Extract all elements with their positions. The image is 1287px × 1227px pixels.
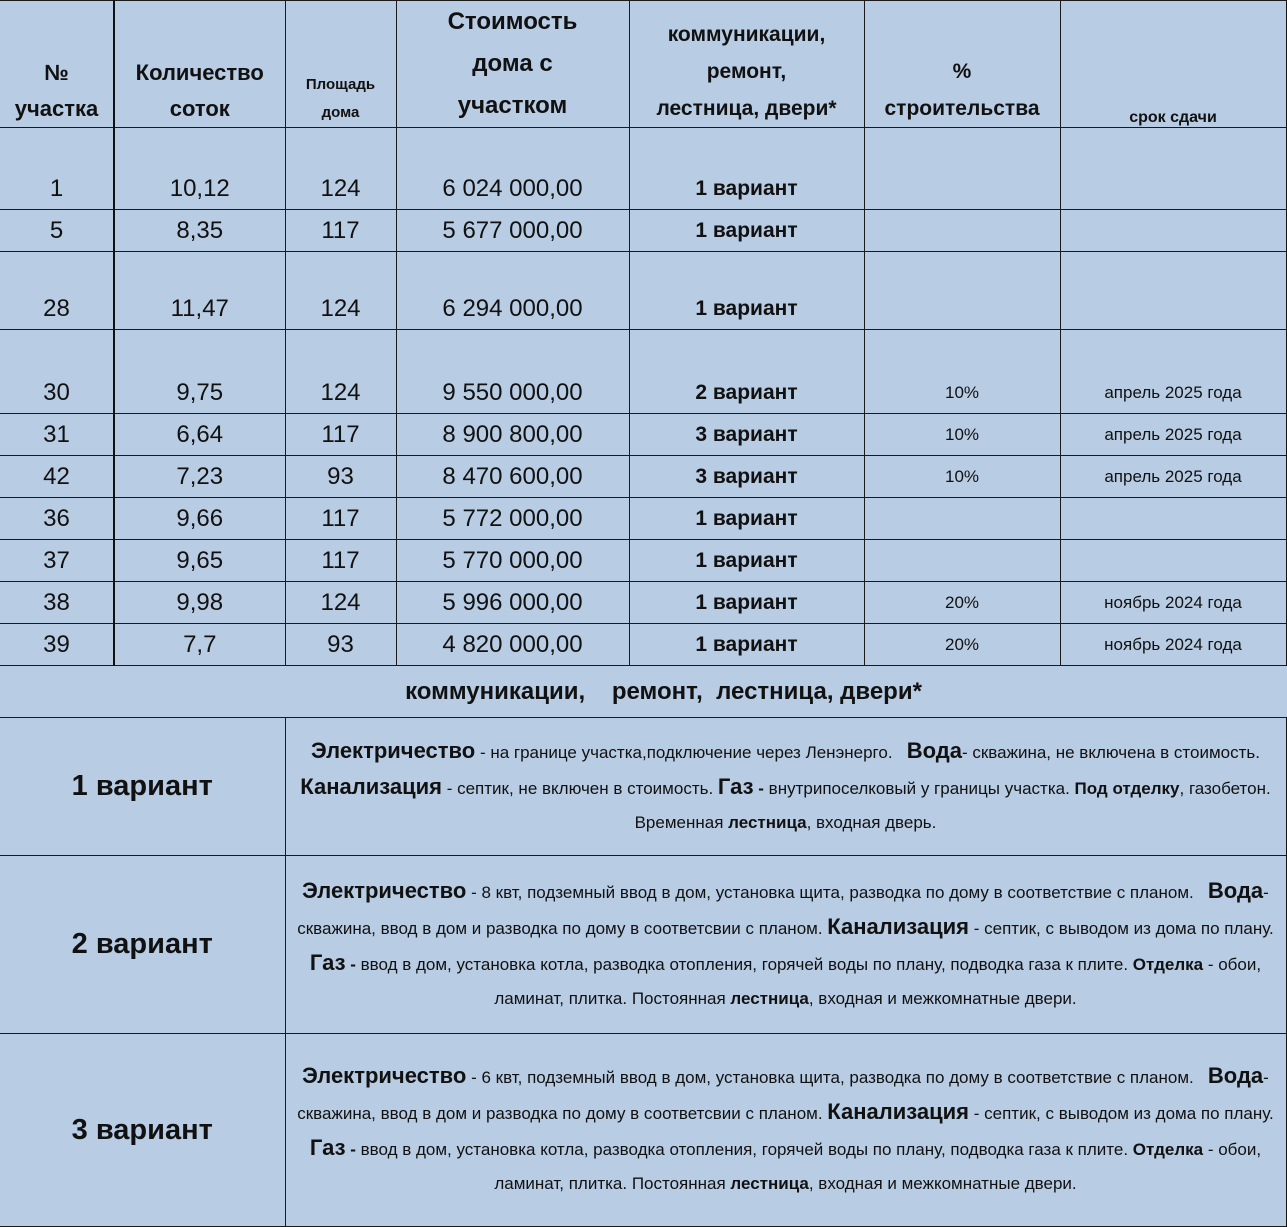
description-keyword: Вода [906,737,962,763]
cell-deadline: апрель 2025 года [1060,456,1287,498]
header-text: № [44,60,69,85]
header-text: участка [14,96,99,121]
description-keyword: Газ [717,773,754,799]
table-row [0,252,1287,330]
description-keyword: Газ [309,949,346,975]
cell-area: 93 [285,624,396,666]
description-text: - на границе участка,подключение через Ленэнерго. [475,742,907,762]
cell-package: 3 вариант [629,414,864,456]
cell-package: 2 вариант [629,330,864,414]
cell-sotki: 9,65 [114,540,285,582]
cell-pct [864,252,1060,330]
cell-package: 3 вариант [629,456,864,498]
cell-plot: 36 [0,498,114,540]
cell-price: 6 294 000,00 [396,252,629,330]
cell-pct: 10% [864,456,1060,498]
cell-plot: 5 [0,210,114,252]
cell-pct [864,128,1060,210]
cell-package: 1 вариант [629,498,864,540]
description-text: ввод в дом, установка котла, разводка отопления, горячей воды по плану, подводка газа к плите. [360,954,1133,974]
cell-plot: 39 [0,624,114,666]
cell-area: 124 [285,252,396,330]
cell-price: 5 772 000,00 [396,498,629,540]
description-keyword: Электричество [302,877,467,903]
cell-package: 1 вариант [629,624,864,666]
description-text: - 6 квт, подземный ввод в дом, установка щита, разводка по дому в соответствие с планом. [466,1068,1208,1087]
cell-plot: 30 [0,330,114,414]
table-row [0,330,1287,414]
cell-price: 8 900 800,00 [396,414,629,456]
cell-price: 6 024 000,00 [396,128,629,210]
variant-1-label: 1 вариант [0,718,285,856]
description-keyword: Канализация [827,1099,970,1124]
cell-package: 1 вариант [629,582,864,624]
cell-plot: 38 [0,582,114,624]
description-text: - обои, ламинат, плитка. Постоянная [494,1140,1266,1193]
table-row [0,498,1287,540]
description-keyword: - [345,1140,361,1159]
cell-deadline: ноябрь 2024 года [1060,624,1287,666]
description-text: - септик, с выводом из дома по плану. [969,918,1279,938]
cell-package: 1 вариант [629,540,864,582]
table-row [0,540,1287,582]
variant-row [0,856,1287,1034]
description-text: , входная дверь. [806,812,937,832]
description-keyword: Газ [309,1135,346,1160]
cell-pct: 20% [864,624,1060,666]
header-text: строительства [884,97,1040,120]
description-text: - скважина, ввод в дом и разводка по дому в соответсвии с планом. [297,882,1274,938]
description-keyword: Канализация [827,913,970,939]
variant-2-description [285,856,1287,1034]
description-text: внутрипоселковый у границы участка. [768,778,1075,798]
description-text: - скважина, ввод в дом и разводка по дому в соответсвии с планом. [297,1068,1274,1123]
header-text: соток [169,96,230,121]
cell-price: 5 996 000,00 [396,582,629,624]
cell-sotki: 6,64 [114,414,285,456]
header-text: срок сдачи [1129,109,1217,126]
table-row [0,456,1287,498]
header-text: Количество [135,60,264,85]
description-keyword: Вода [1207,877,1264,903]
cell-deadline [1060,540,1287,582]
cell-deadline [1060,210,1287,252]
cell-price: 4 820 000,00 [396,624,629,666]
cell-sotki: 10,12 [114,128,285,210]
table-row [0,624,1287,666]
description-text: , газобетон. Временная [634,778,1276,832]
table-row [0,582,1287,624]
header-house-area [285,1,396,128]
cell-deadline [1060,128,1287,210]
cell-sotki: 7,7 [114,624,285,666]
cell-deadline [1060,252,1287,330]
header-text: коммуникации, [667,23,826,46]
header-text: лестница, двери* [656,97,837,120]
header-deadline [1060,1,1287,128]
cell-sotki: 9,66 [114,498,285,540]
variant-row [0,718,1287,856]
cell-deadline: ноябрь 2024 года [1060,582,1287,624]
description-text: , входная и межкомнатные двери. [808,1174,1077,1193]
cell-price: 8 470 600,00 [396,456,629,498]
table-row [0,210,1287,252]
description-keyword: Под отделку [1074,778,1180,798]
cell-package: 1 вариант [629,128,864,210]
cell-area: 117 [285,540,396,582]
cell-area: 124 [285,330,396,414]
table-row [0,128,1287,210]
cell-plot: 1 [0,128,114,210]
cell-deadline: апрель 2025 года [1060,330,1287,414]
description-keyword: Электричество [311,737,476,763]
description-keyword: Канализация [300,773,442,799]
cell-area: 124 [285,128,396,210]
description-text: - обои, ламинат, плитка. Постоянная [494,954,1266,1008]
cell-sotki: 7,23 [114,456,285,498]
description-text: - септик, с выводом из дома по плану. [969,1104,1279,1123]
cell-area: 117 [285,498,396,540]
table-row [0,414,1287,456]
variant-3-description [285,1034,1287,1227]
header-package [629,1,864,128]
header-text: Стоимость [447,8,578,35]
description-keyword: лестница [730,988,809,1008]
header-text: % [952,60,972,83]
description-text: , входная и межкомнатные двери. [808,988,1077,1008]
header-plot-no [0,1,114,128]
header-text: Площадь [305,76,376,93]
variant-2-label: 2 вариант [0,856,285,1034]
cell-price: 9 550 000,00 [396,330,629,414]
cell-pct [864,540,1060,582]
variant-1-description [285,718,1287,856]
description-keyword: Электричество [302,1063,467,1088]
header-price [396,1,629,128]
cell-pct: 10% [864,414,1060,456]
legend-title-row [0,666,1287,718]
cell-area: 117 [285,210,396,252]
cell-pct [864,210,1060,252]
cell-pct: 10% [864,330,1060,414]
header-text: ремонт, [706,60,787,83]
description-keyword: лестница [728,812,807,832]
description-keyword: - [345,954,361,974]
cell-sotki: 8,35 [114,210,285,252]
cell-sotki: 11,47 [114,252,285,330]
description-keyword: лестница [730,1174,809,1193]
variant-row [0,1034,1287,1227]
cell-deadline [1060,498,1287,540]
description-keyword: Отделка [1132,954,1204,974]
header-text: участком [457,92,568,119]
description-text: - септик, не включен в стоимость. [442,778,718,798]
description-text: - скважина, не включена в стоимость. [961,742,1265,762]
cell-area: 117 [285,414,396,456]
cell-price: 5 677 000,00 [396,210,629,252]
cell-area: 93 [285,456,396,498]
header-row [0,1,1287,128]
cell-plot: 37 [0,540,114,582]
cell-sotki: 9,98 [114,582,285,624]
cell-plot: 28 [0,252,114,330]
cell-sotki: 9,75 [114,330,285,414]
cell-package: 1 вариант [629,210,864,252]
legend-title: коммуникации, ремонт, лестница, двери* [0,666,1287,718]
cell-plot: 42 [0,456,114,498]
description-text: ввод в дом, установка котла, разводка отопления, горячей воды по плану, подводка газа к плите. [360,1140,1133,1159]
header-text: дома [321,104,360,121]
cell-package: 1 вариант [629,252,864,330]
cell-area: 124 [285,582,396,624]
cell-plot: 31 [0,414,114,456]
header-construction-pct [864,1,1060,128]
cell-price: 5 770 000,00 [396,540,629,582]
description-text: - 8 квт, подземный ввод в дом, установка щита, разводка по дому в соответствие с планом. [466,882,1208,902]
description-keyword: Вода [1207,1063,1264,1088]
description-keyword: Отделка [1132,1140,1204,1159]
cell-pct [864,498,1060,540]
description-keyword: - [753,778,769,798]
header-text: дома с [472,50,553,77]
cell-deadline: апрель 2025 года [1060,414,1287,456]
header-sotki [114,1,285,128]
cell-pct: 20% [864,582,1060,624]
variant-3-label: 3 вариант [0,1034,285,1227]
